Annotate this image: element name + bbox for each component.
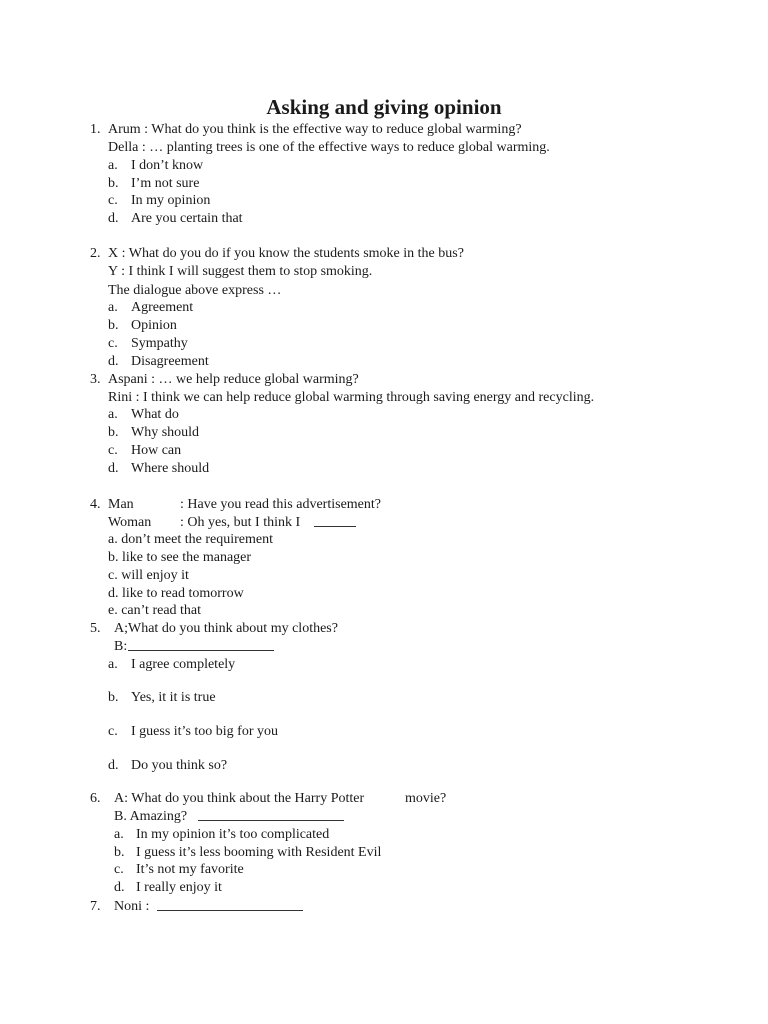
q6-option-d-letter: d. bbox=[114, 880, 125, 895]
q6-number: 6. bbox=[90, 791, 101, 806]
q6-line1b: movie? bbox=[405, 791, 447, 806]
q3-line2: Rini : I think we can help reduce global warming through saving energy and recycling. bbox=[108, 390, 595, 405]
q4-option-d: d. like to read tomorrow bbox=[108, 586, 244, 601]
q4-line1: : Have you read this advertisement? bbox=[180, 497, 381, 512]
q1-option-c-letter: c. bbox=[108, 193, 118, 208]
q1-option-a-letter: a. bbox=[108, 158, 118, 173]
q6-option-b: I guess it’s less booming with Resident Evil bbox=[136, 845, 382, 860]
q5-option-a-letter: a. bbox=[108, 657, 118, 672]
q6-option-d: I really enjoy it bbox=[136, 880, 222, 895]
q6-line1a: A: What do you think about the Harry Potter bbox=[114, 791, 365, 806]
q2-option-c-letter: c. bbox=[108, 336, 118, 351]
q3-option-c-letter: c. bbox=[108, 443, 118, 458]
q5-option-d-letter: d. bbox=[108, 758, 119, 773]
q1-line2: Della : … planting trees is one of the effective ways to reduce global warming. bbox=[108, 140, 550, 155]
q4-speaker2: Woman bbox=[108, 515, 152, 530]
q6-line2: B. Amazing? bbox=[114, 809, 188, 824]
q3-option-b-letter: b. bbox=[108, 425, 119, 440]
q1-option-d-letter: d. bbox=[108, 211, 119, 226]
q2-line2: Y : I think I will suggest them to stop smoking. bbox=[108, 264, 373, 279]
q1-number: 1. bbox=[90, 122, 101, 137]
q4-option-b: b. like to see the manager bbox=[108, 550, 252, 565]
q4-option-c: c. will enjoy it bbox=[108, 568, 189, 583]
q4-number: 4. bbox=[90, 497, 101, 512]
q4-speaker1: Man bbox=[108, 497, 134, 512]
q4-option-e: e. can’t read that bbox=[108, 603, 202, 618]
q5-line2: B: bbox=[114, 639, 128, 654]
q3-option-b: Why should bbox=[131, 425, 200, 440]
q2-line3: The dialogue above express … bbox=[108, 283, 282, 298]
q5-line1: A;What do you think about my clothes? bbox=[114, 621, 338, 636]
q4-line2: : Oh yes, but I think I bbox=[180, 515, 301, 530]
q4-answer-blank bbox=[314, 525, 356, 527]
q1-option-b-letter: b. bbox=[108, 176, 119, 191]
q2-option-a-letter: a. bbox=[108, 300, 118, 315]
q2-option-d: Disagreement bbox=[131, 354, 209, 369]
q5-option-a: I agree completely bbox=[131, 657, 236, 672]
q1-option-c: In my opinion bbox=[131, 193, 211, 208]
q1-option-a: I don’t know bbox=[131, 158, 204, 173]
q1-line1: Arum : What do you think is the effective way to reduce global warming? bbox=[108, 122, 522, 137]
q2-option-c: Sympathy bbox=[131, 336, 188, 351]
q6-option-c: It’s not my favorite bbox=[136, 862, 244, 877]
q7-line1: Noni : bbox=[114, 899, 150, 914]
q6-option-c-letter: c. bbox=[114, 862, 124, 877]
q3-option-a: What do bbox=[131, 407, 179, 422]
q6-option-b-letter: b. bbox=[114, 845, 125, 860]
q3-number: 3. bbox=[90, 372, 101, 387]
q3-option-c: How can bbox=[131, 443, 182, 458]
q6-answer-blank bbox=[198, 819, 344, 821]
q3-option-a-letter: a. bbox=[108, 407, 118, 422]
q5-option-c: I guess it’s too big for you bbox=[131, 724, 278, 739]
q2-line1: X : What do you do if you know the students smoke in the bus? bbox=[108, 246, 464, 261]
q1-option-d: Are you certain that bbox=[131, 211, 243, 226]
q5-number: 5. bbox=[90, 621, 101, 636]
q2-option-a: Agreement bbox=[131, 300, 194, 315]
q7-answer-blank bbox=[157, 909, 303, 911]
q4-option-a: a. don’t meet the requirement bbox=[108, 532, 273, 547]
q2-option-b: Opinion bbox=[131, 318, 177, 333]
q7-number: 7. bbox=[90, 899, 101, 914]
page-title: Asking and giving opinion bbox=[266, 95, 502, 119]
q2-number: 2. bbox=[90, 246, 101, 261]
q1-option-b: I’m not sure bbox=[131, 176, 200, 191]
q2-option-b-letter: b. bbox=[108, 318, 119, 333]
q3-option-d: Where should bbox=[131, 461, 210, 476]
q5-answer-blank bbox=[128, 649, 274, 651]
q5-option-b-letter: b. bbox=[108, 690, 119, 705]
q2-option-d-letter: d. bbox=[108, 354, 119, 369]
q5-option-d: Do you think so? bbox=[131, 758, 228, 773]
q5-option-b: Yes, it it is true bbox=[131, 690, 216, 705]
q6-option-a: In my opinion it’s too complicated bbox=[136, 827, 330, 842]
q6-option-a-letter: a. bbox=[114, 827, 124, 842]
q3-option-d-letter: d. bbox=[108, 461, 119, 476]
q3-line1: Aspani : … we help reduce global warming? bbox=[108, 372, 359, 387]
q5-option-c-letter: c. bbox=[108, 724, 118, 739]
